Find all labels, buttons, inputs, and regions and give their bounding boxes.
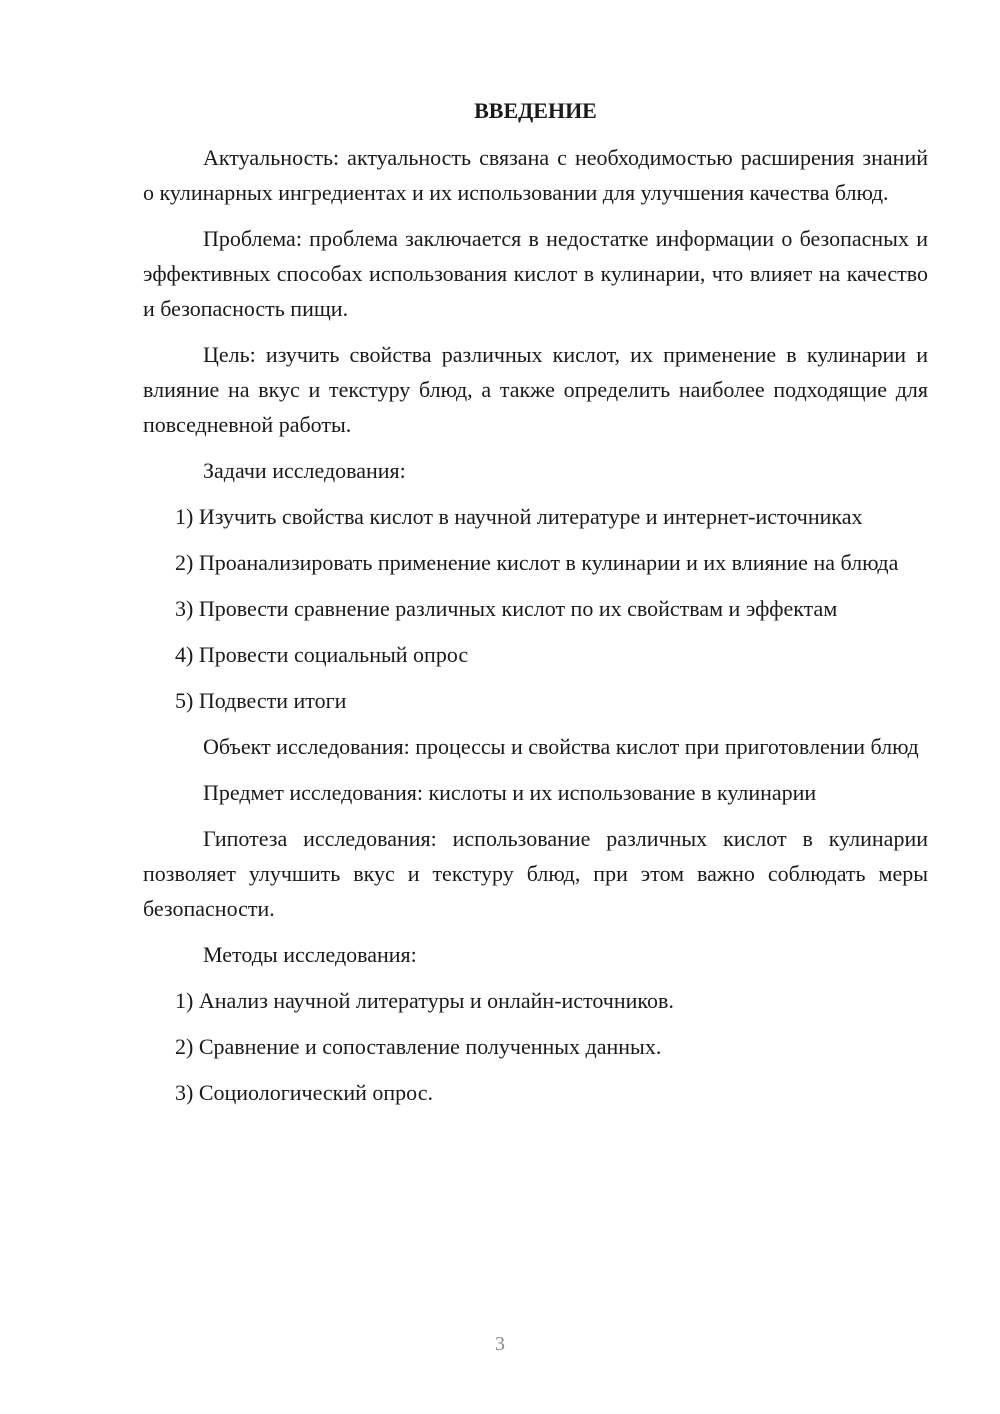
task-item-1: 1) Изучить свойства кислот в научной литературе и интернет-источниках xyxy=(175,504,863,529)
hypothesis-paragraph: Гипотеза исследования: использование различных кислот в кулинарии позволяет улучшить вкус и текстуру блюд, при этом важно соблюдать меры безопасности. xyxy=(143,826,928,921)
document-page xyxy=(143,96,928,1121)
task-item-2: 2) Проанализировать применение кислот в кулинарии и их влияние на блюда xyxy=(175,550,899,575)
method-item-2: 2) Сравнение и сопоставление полученных данных. xyxy=(175,1034,662,1059)
subject-paragraph: Предмет исследования: кислоты и их использование в кулинарии xyxy=(203,780,817,805)
tasks-heading: Задачи исследования: xyxy=(203,458,406,483)
problem-paragraph: Проблема: проблема заключается в недостатке информации о безопасных и эффективных способах использования кислот в кулинарии, что влияет на качество и безопасность пищи. xyxy=(143,226,928,321)
page-title: ВВЕДЕНИЕ xyxy=(474,98,597,123)
task-item-5: 5) Подвести итоги xyxy=(175,688,347,713)
task-item-3: 3) Провести сравнение различных кислот по их свойствам и эффектам xyxy=(175,596,838,621)
task-item-4: 4) Провести социальный опрос xyxy=(175,642,469,667)
method-item-3: 3) Социологический опрос. xyxy=(175,1080,433,1105)
relevance-paragraph: Актуальность: актуальность связана с необходимостью расширения знаний о кулинарных ингредиентах и их использовании для улучшения качества блюд. xyxy=(143,145,928,205)
page-number: 3 xyxy=(495,1333,505,1355)
goal-paragraph: Цель: изучить свойства различных кислот, их применение в кулинарии и влияние на вкус и текстуру блюд, а также определить наиболее подходящие для повседневной работы. xyxy=(143,342,928,437)
method-item-1: 1) Анализ научной литературы и онлайн-источников. xyxy=(175,988,674,1013)
object-paragraph: Объект исследования: процессы и свойства кислот при приготовлении блюд xyxy=(203,734,919,759)
methods-heading: Методы исследования: xyxy=(203,942,417,967)
